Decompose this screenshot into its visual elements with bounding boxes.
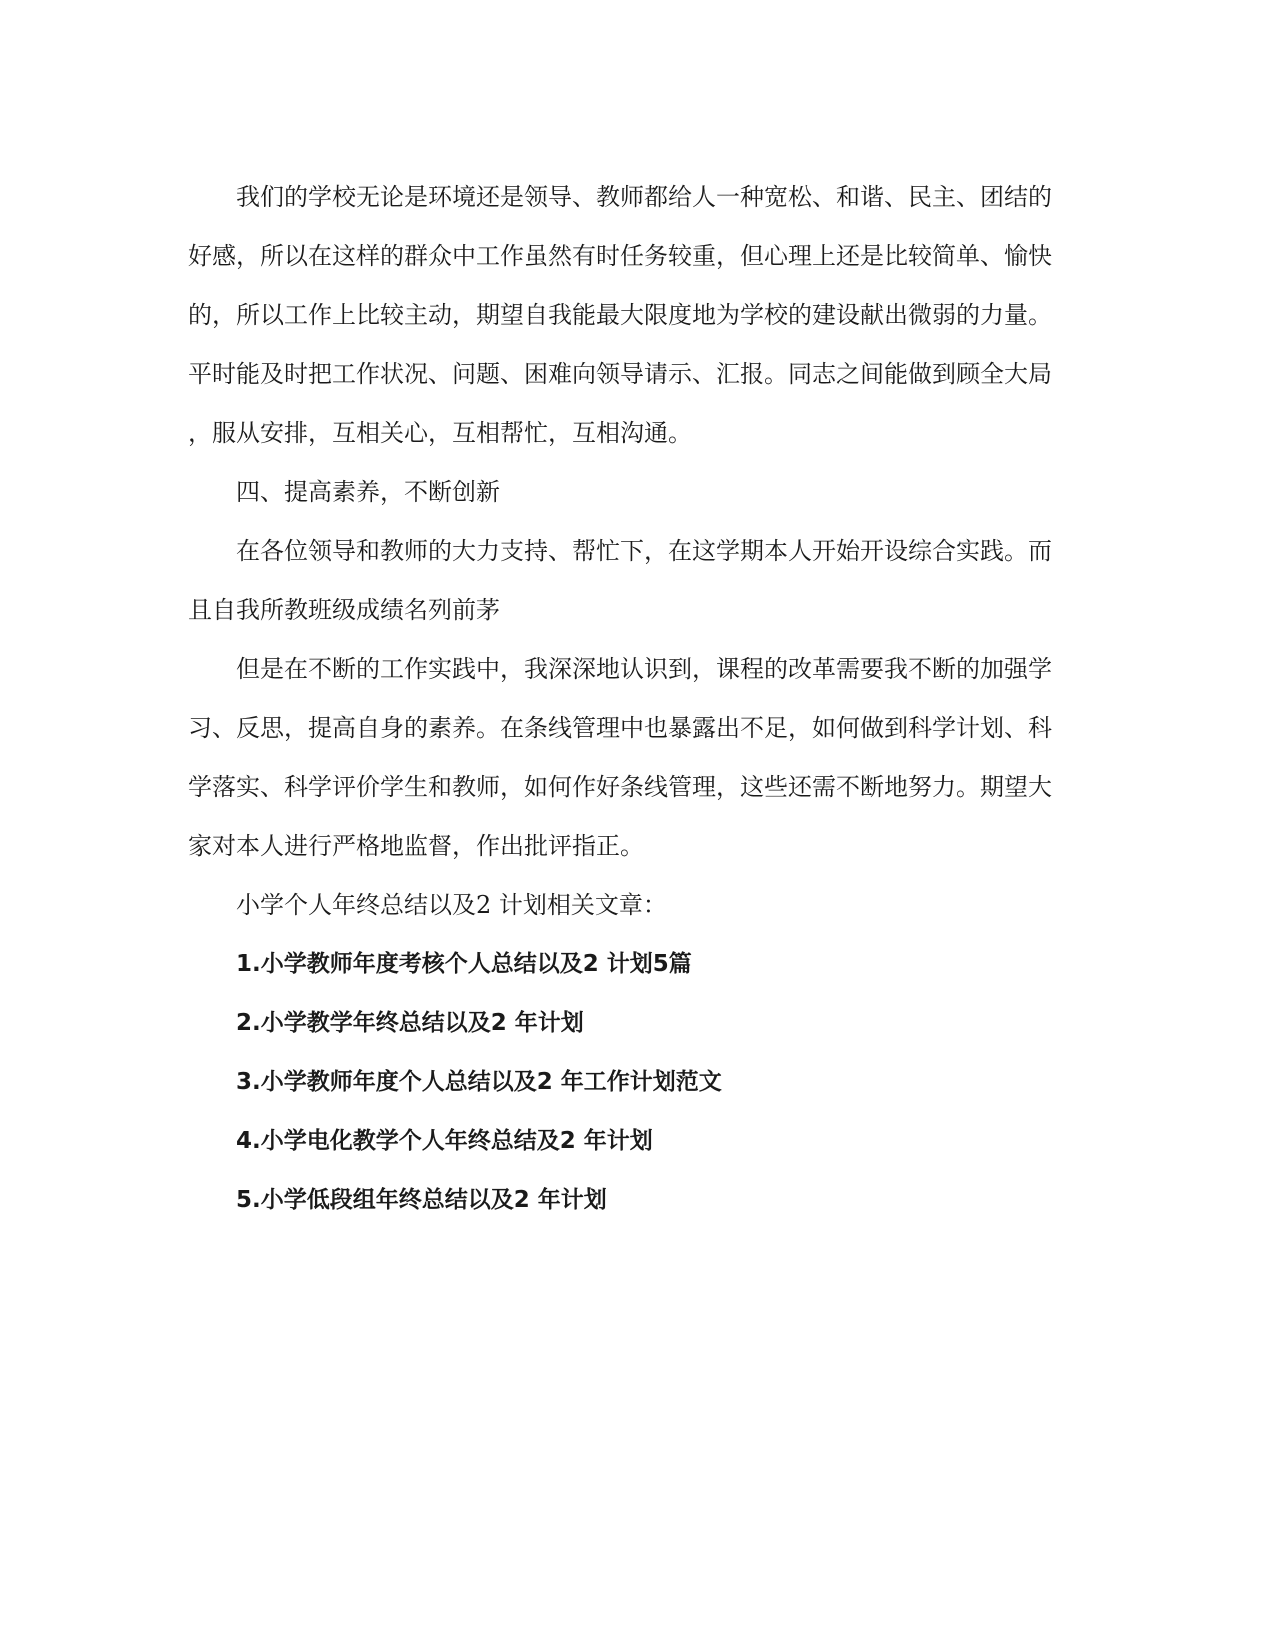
paragraph-line: 学落实、科学评价学生和教师，如何作好条线管理，这些还需不断地努力。期望大	[188, 773, 1052, 801]
paragraph-line: 平时能及时把工作状况、问题、困难向领导请示、汇报。同志之间能做到顾全大局	[188, 360, 1052, 388]
paragraph-line: 但是在不断的工作实践中，我深深地认识到，课程的改革需要我不断的加强学	[236, 655, 1052, 683]
paragraph-support	[188, 522, 1088, 640]
related-article-link[interactable]: 3.小学教师年度个人总结以及2 年工作计划范文	[236, 1069, 722, 1095]
related-articles-heading: 小学个人年终总结以及2 计划相关文章：	[236, 891, 667, 919]
related-article-link[interactable]: 4.小学电化教学个人年终总结及2 年计划	[236, 1128, 653, 1154]
related-article-link[interactable]: 2.小学教学年终总结以及2 年计划	[236, 1010, 584, 1036]
paragraph-line: ，服从安排，互相关心，互相帮忙，互相沟通。	[188, 419, 692, 447]
paragraph-line: 且自我所教班级成绩名列前茅	[188, 596, 500, 624]
paragraph-line: 在各位领导和教师的大力支持、帮忙下，在这学期本人开始开设综合实践。而	[236, 537, 1052, 565]
related-article-link[interactable]: 5.小学低段组年终总结以及2 年计划	[236, 1187, 607, 1213]
related-articles-list	[188, 935, 1088, 1230]
paragraph-school-environment	[188, 168, 1088, 463]
paragraph-line: 的，所以工作上比较主动，期望自我能最大限度地为学校的建设献出微弱的力量。	[188, 301, 1052, 329]
related-article-link[interactable]: 1.小学教师年度考核个人总结以及2 计划5篇	[236, 951, 692, 977]
paragraph-line: 习、反思，提高自身的素养。在条线管理中也暴露出不足，如何做到科学计划、科	[188, 714, 1052, 742]
section-heading: 四、提高素养，不断创新	[236, 478, 500, 506]
paragraph-line: 我们的学校无论是环境还是领导、教师都给人一种宽松、和谐、民主、团结的	[236, 183, 1052, 211]
paragraph-reflection	[188, 640, 1088, 876]
paragraph-line: 家对本人进行严格地监督，作出批评指正。	[188, 832, 644, 860]
paragraph-line: 好感，所以在这样的群众中工作虽然有时任务较重，但心理上还是比较简单、愉快	[188, 242, 1052, 270]
document-body	[188, 168, 1088, 1230]
